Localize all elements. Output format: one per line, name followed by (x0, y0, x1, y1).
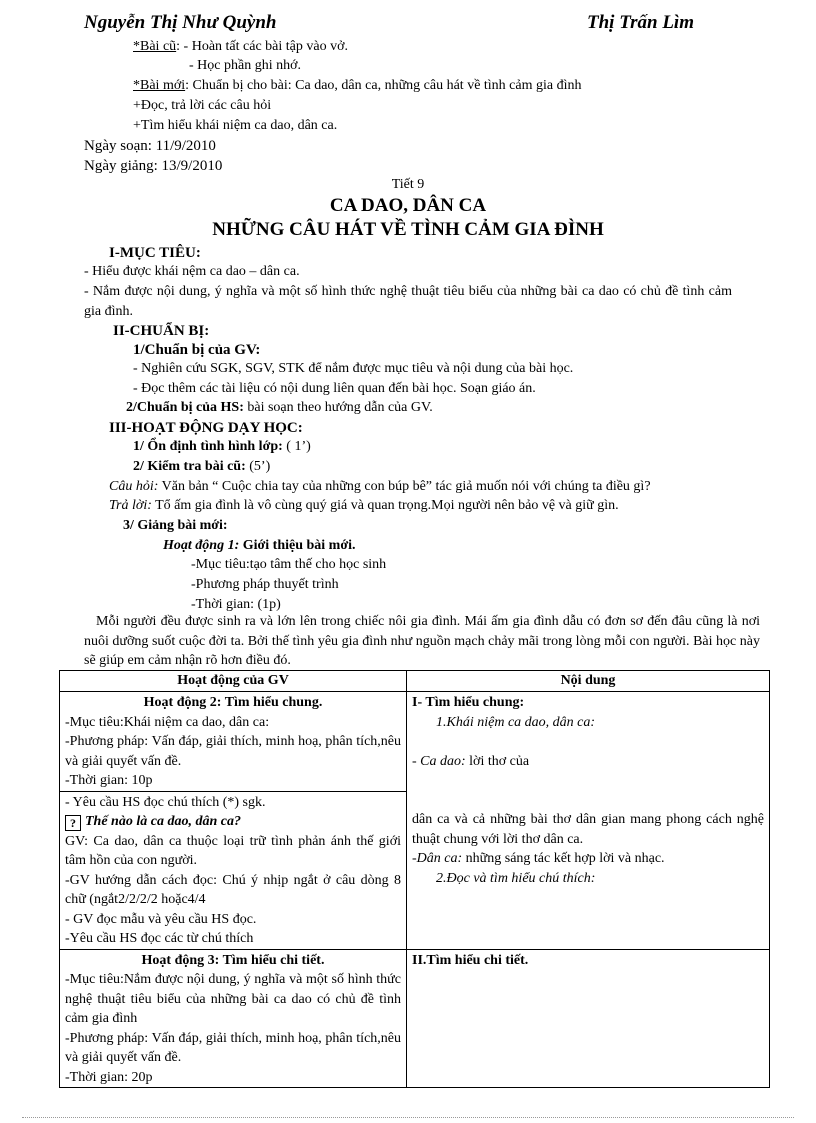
intro-paragraph: Mỗi người đều được sinh ra và lớn lên trong chiếc nôi gia đình. Mái ấm gia đình dẫu có đơn sơ đến đâu cũng là nơi nuôi dưỡng suốt cuộc đời ta. Bởi thế tình yêu gia đình như nguồn mạch chảy mãi trong lòng mỗi con người. Bài học này sẽ giúp em cảm nhận rõ hơn điều đó. (84, 614, 760, 668)
hd3-goal: -Mục tiêu:Nắm được nội dung, ý nghĩa và một số hình thức nghệ thuật tiêu biểu của những bài ca dao có chủ đề tình cảm gia đình (65, 972, 401, 1026)
preparation-heading: II-CHUẨN BỊ: (113, 323, 210, 339)
step-3-label: 3/ Giảng bài mới: (123, 518, 228, 533)
prep-date: Ngày soạn: 11/9/2010 (84, 138, 216, 154)
gv-words: -Yêu cầu HS đọc các từ chú thích (65, 931, 254, 946)
hd2-goal: -Mục tiêu:Khái niệm ca dao, dân ca: (65, 714, 270, 730)
old-lesson-label: *Bài cũ (133, 39, 177, 54)
teacher-prep-item-1: - Nghiên cứu SGK, SGV, STK để nắm được mục tiêu và nội dung của bài học. (133, 361, 574, 376)
hd1-line (163, 537, 355, 555)
danca-label: -Dân ca: (412, 851, 463, 866)
danca-line (412, 849, 764, 869)
lesson-title: CA DAO, DÂN CA (329, 195, 487, 216)
new-lesson-item-2: +Đọc, trả lời các câu hỏi (133, 98, 272, 113)
hd3-time: -Thời gian: 20p (65, 1069, 153, 1085)
cadao-text: lời thơ của (465, 753, 530, 769)
hd3-cell (60, 949, 407, 1088)
table-row (60, 949, 770, 1088)
review-answer-line (109, 497, 619, 515)
gv-guide: -GV hướng dẫn cách đọc: Chú ý nhịp ngắt ở câu dòng 8 chữ (ngắt2/2/2/2 hoặc4/4 (65, 872, 401, 907)
student-prep-line (126, 399, 433, 417)
new-lesson-label: *Bài mới (133, 78, 186, 93)
gv-read: - GV đọc mẫu và yêu cầu HS đọc. (65, 911, 257, 927)
reading-cell (60, 791, 407, 949)
step-2-line (133, 458, 270, 476)
objective-item-1: - Hiểu được khái nệm ca dao – dân ca. (84, 264, 300, 279)
hd2-method: -Phương pháp: Vấn đáp, giải thích, minh hoạ, phân tích,nêu và giải quyết vấn đề. (65, 734, 401, 769)
hd1-time: -Thời gian: (1p) (191, 597, 281, 612)
header-place: Thị Trấn Lìm (587, 12, 694, 33)
lesson-period: Tiết 9 (391, 177, 425, 192)
hd2-title: Hoạt động 2: Tìm hiểu chung. (143, 695, 323, 710)
section-2-content-cell (407, 949, 770, 1088)
section-1-content-cell (407, 692, 770, 950)
question-text: Văn bản “ Cuộc chia tay của những con búp bê” tác giả muốn nói với chúng ta điều gì? (158, 479, 651, 494)
cadao-label: - Ca dao: (412, 753, 466, 769)
hd1-method: -Phương pháp thuyết trình (191, 577, 339, 592)
step-1-line (133, 438, 311, 456)
teacher-prep-heading: 1/Chuẩn bị của GV: (133, 342, 261, 358)
question-line (65, 812, 401, 832)
answer-label: Trả lời: (109, 498, 152, 513)
page-bottom-divider (22, 1117, 794, 1118)
question-label: Câu hỏi: (109, 479, 159, 494)
read-note: - Yêu cầu HS đọc chú thích (*) sgk. (65, 794, 266, 810)
step-2-time: (5’) (245, 459, 271, 474)
step-1-time: ( 1’) (282, 439, 311, 454)
hd1-goal: -Mục tiêu:tạo tâm thế cho học sinh (191, 557, 387, 572)
table-row (60, 692, 770, 792)
objective-item-2: - Nắm được nội dung, ý nghĩa và một số hình thức nghệ thuật tiêu biểu của những bài ca dao có chủ đề tình cảm gia đình. (84, 284, 732, 319)
hd1-title: Giới thiệu bài mới. (239, 538, 356, 553)
question-text: Thế nào là ca dao, dân ca? (85, 814, 241, 829)
cadao-continuation: dân ca và cả những bài thơ dân gian mang phong cách nghệ thuật chung với lời thơ dân ca. (412, 812, 764, 847)
section-1-subheading-2: 2.Đọc và tìm hiểu chú thích: (436, 870, 596, 886)
section-1-subheading: 1.Khái niệm ca dao, dân ca: (436, 714, 596, 730)
lesson-table (59, 670, 770, 1088)
cadao-line (412, 752, 764, 772)
answer-text: Tổ ấm gia đình là vô cùng quý giá và quan trọng.Mọi người nên bảo vệ và giữ gìn. (151, 498, 619, 513)
hd1-label: Hoạt động 1: (163, 538, 240, 553)
hd3-method: -Phương pháp: Vấn đáp, giải thích, minh hoạ, phân tích,nêu và giải quyết vấn đề. (65, 1030, 401, 1065)
hd2-cell (60, 692, 407, 792)
teach-date: Ngày giảng: 13/9/2010 (84, 158, 223, 174)
hd2-time: -Thời gian: 10p (65, 773, 153, 788)
header-teacher-activity: Hoạt động của GV (60, 671, 407, 692)
step-1-label: 1/ Ổn định tình hình lớp: (133, 439, 283, 454)
section-1-heading: I- Tìm hiểu chung: (412, 695, 525, 710)
header-content: Nội dung (407, 671, 770, 692)
homework-old-line (133, 38, 348, 56)
new-lesson-item-1: : Chuẩn bị cho bài: Ca dao, dân ca, những câu hát về tình cảm gia đình (185, 78, 582, 93)
teacher-prep-item-2: - Đọc thêm các tài liệu có nội dung liên quan đến bài học. Soạn giáo án. (133, 381, 536, 396)
step-2-label: 2/ Kiểm tra bài cũ: (133, 459, 246, 474)
review-question-line (109, 478, 651, 496)
activities-heading: III-HOẠT ĐỘNG DẠY HỌC: (109, 420, 303, 436)
homework-new-line (133, 77, 582, 95)
new-lesson-item-3: +Tìm hiểu khái niệm ca dao, dân ca. (133, 118, 338, 133)
hd3-title: Hoạt động 3: Tìm hiểu chi tiết. (141, 952, 325, 968)
student-prep-heading: 2/Chuẩn bị của HS: (126, 400, 244, 415)
section-2-heading: II.Tìm hiểu chi tiết. (412, 952, 529, 968)
header-author: Nguyễn Thị Như Quỳnh (84, 12, 277, 33)
objectives-heading: I-MỤC TIÊU: (109, 245, 201, 261)
gv-answer: GV: Ca dao, dân ca thuộc loại trữ tình phản ánh thế giới tâm hồn của con người. (65, 833, 401, 868)
student-prep-text: bài soạn theo hướng dẫn của GV. (243, 400, 433, 415)
lesson-subtitle: NHỮNG CÂU HÁT VỀ TÌNH CẢM GIA ĐÌNH (212, 219, 604, 240)
old-lesson-item-1: : - Hoàn tất các bài tập vào vở. (176, 39, 348, 54)
danca-text: những sáng tác kết hợp lời và nhạc. (462, 851, 665, 866)
old-lesson-item-2: - Học phần ghi nhớ. (189, 58, 301, 73)
table-header-row (60, 671, 770, 692)
question-mark-icon: ? (65, 815, 81, 831)
